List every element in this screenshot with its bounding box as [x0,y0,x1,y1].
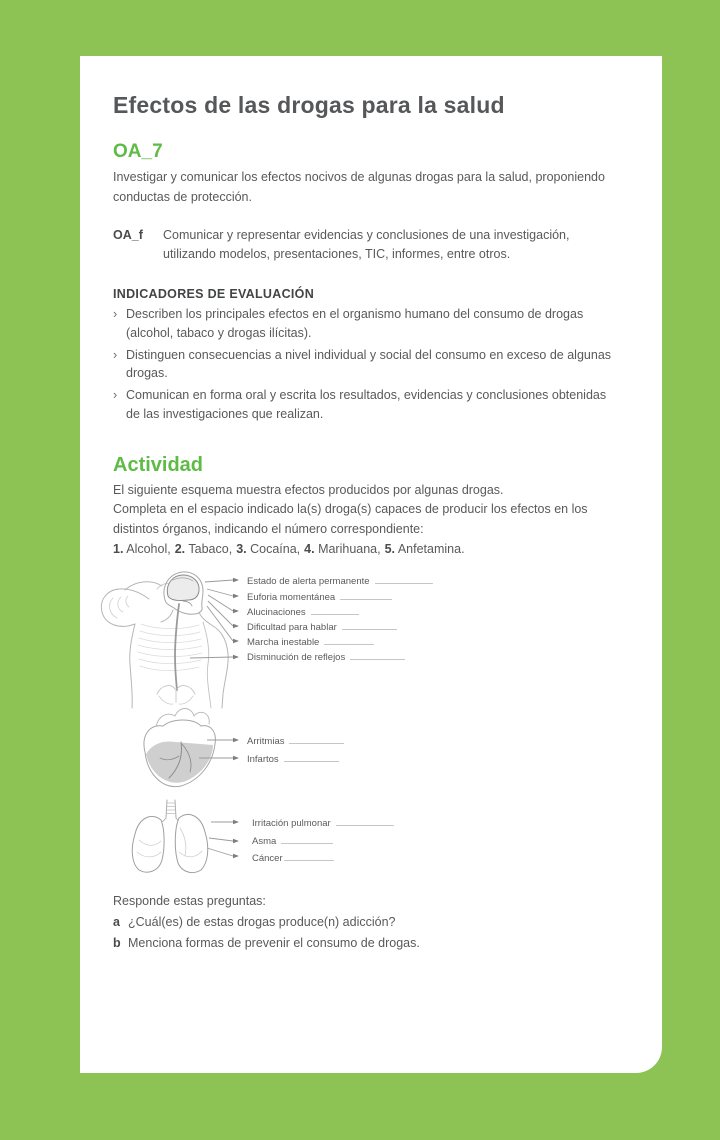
answer-blank [342,621,397,630]
anatomy-figures-drawing [95,560,246,895]
answer-blank [289,735,344,744]
actividad-heading: Actividad [113,453,204,476]
answer-blank [311,606,359,615]
effect-text: Estado de alerta permanente [247,576,370,587]
drug-name: Marihuana, [318,541,381,556]
drug-number: 4. [304,541,315,556]
worksheet-content [80,56,662,560]
anatomy-diagram [80,560,662,900]
effect-label [247,591,392,603]
answer-blank [340,591,392,600]
effect-text: Cáncer [252,853,283,864]
effect-label [252,817,394,829]
actividad-line1: El siguiente esquema muestra efectos producidos por algunas drogas. [113,482,504,497]
answer-blank [336,817,394,826]
drug-name: Anfetamina. [397,541,465,556]
oaf-body: Comunicar y representar evidencias y conclusiones de una investigación, utilizando modelos, presentaciones, TIC, informes, entre otros. [163,227,570,262]
drug-number: 3. [236,541,247,556]
brain-shape [167,575,199,601]
heart-figure [144,709,215,787]
answer-blank [284,852,334,861]
effect-text: Euforia momentánea [247,592,336,603]
left-lung [132,816,164,872]
effect-label [252,852,334,864]
effect-text: Dificultad para hablar [247,622,337,633]
drug-name: Cocaína, [250,541,301,556]
answer-blank [350,651,405,660]
oa7-heading: OA_7 [113,141,163,162]
worksheet-card [80,56,662,1073]
questions-intro: Responde estas preguntas: [113,894,266,908]
effect-text: Marcha inestable [247,637,320,648]
question-row [113,933,420,954]
body-figure [101,572,228,708]
lungs-figure [132,800,208,873]
drug-number: 5. [384,541,396,556]
right-lung [175,814,208,872]
oa7-body: Investigar y comunicar los efectos nocivos de algunas drogas para la salud, proponiendo conductas de protección. [113,170,605,204]
page-title: Efectos de las drogas para la salud [113,92,505,118]
indicador-item [113,346,622,384]
question-text: ¿Cuál(es) de estas drogas produce(n) adicción? [128,914,396,929]
effect-label [247,735,344,747]
indicador-text: Distinguen consecuencias a nivel individual y social del consumo en exceso de algunas drogas. [126,347,612,381]
question-letter: b [113,935,121,950]
drug-name: Alcohol, [126,541,171,556]
effect-label [247,753,339,765]
indicadores-heading: INDICADORES DE EVALUACIÓN [113,287,315,301]
bullet-marker: › [113,347,118,362]
question-letter: a [113,914,120,929]
effect-label [247,575,433,587]
answer-blank [375,575,433,584]
effect-label [247,636,374,648]
effect-label [247,651,405,663]
spine-line [175,604,179,690]
answer-blank [324,636,374,645]
effect-text: Disminución de reflejos [247,652,346,663]
questions-section [113,891,420,953]
drugs-list [113,540,622,560]
effect-label [252,835,333,847]
drug-number: 1. [113,541,124,556]
question-text: Menciona formas de prevenir el consumo de drogas. [128,935,420,950]
arrowheads [233,820,239,859]
answer-blank [284,753,339,762]
lungs-connector-lines [207,822,233,856]
indicador-text: Comunican en forma oral y escrita los resultados, evidencias y conclusiones obtenidas de las investigaciones que realizan. [126,388,607,421]
bullet-marker: › [113,388,118,402]
question-row [113,912,420,933]
indicador-text: Describen los principales efectos en el organismo humano del consumo de drogas (alcohol, tabaco y drogas ilícitas). [126,307,584,340]
effect-text: Infartos [247,754,279,765]
oaf-row [113,226,622,266]
drug-number: 2. [174,541,186,556]
answer-blank [281,835,333,844]
drug-name: Tabaco, [188,541,233,556]
effect-text: Arritmias [247,736,285,747]
effect-label [247,606,359,618]
effect-text: Alucinaciones [247,607,306,618]
oaf-label: OA_f [113,227,143,242]
arrowheads [233,578,239,660]
indicador-item [113,305,622,343]
effect-text: Irritación pulmonar [252,818,331,829]
bullet-marker: › [113,307,118,321]
arrowheads [233,738,239,761]
effect-label [247,621,397,633]
effect-text: Asma [252,836,277,847]
actividad-line2: Completa en el espacio indicado la(s) droga(s) capaces de producir los efectos en los distintos órganos, indicando el número correspondiente: [113,502,588,536]
indicador-item [113,386,622,424]
